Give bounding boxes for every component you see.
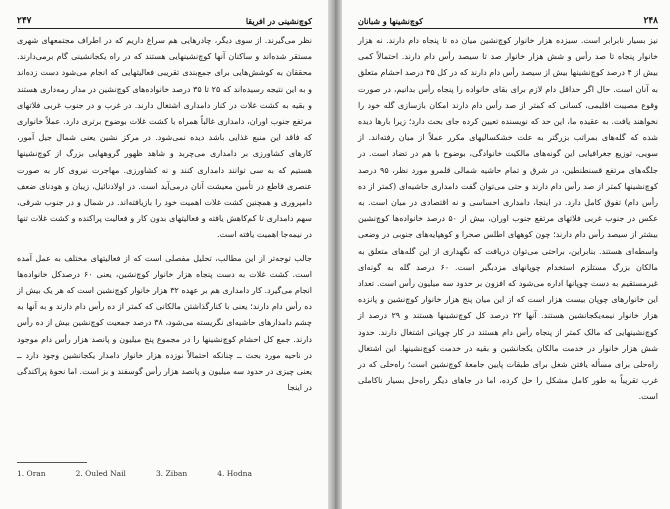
page-number: ۲۴۸ — [643, 16, 658, 26]
footnote-rule — [17, 462, 87, 463]
body-text — [17, 33, 312, 396]
paragraph: نظر می‌گیرند. از سوی دیگر، چادرهایی هم سراغ داریم که در اطراف مجتمعهای شهری مستقر شده‌اند و ساکنان آنها کوچ‌نشینهایی هستند که در راه یکجانشینی گام برمی‌دارند. محققان به کوشش‌هایی برای جمع‌بندی تقریبی فعالیتهایی که انجام می‌شود دست زده‌اند و به این نتیجه رسیده‌اند که ۲۵ تا ۳۵ درصد خانواده‌های کوچ‌نشین در مدار رمه‌داری هستند و بقیه به کشت غلات در کنار دامداری اشتغال دارند. در غرب و در جنوب غربی فلاتهای مرتفع جنوب اوران، دامداری غالباً همراه با کشت غلات بوضوح برتری دارد. عملاً خانواری که فاقد این منبع غذایی باشد دیده نمی‌شود. در مرکز نشین یعنی شمال جیل آمور، کارهای کشاورزی بر دامداری می‌چربد و شاهد ظهور گروههایی بزرگ از کوچ‌نشینها هستیم که به سی توانند دامداری کنند و نه کشاورزی. مهاجرت نیروی کار به صورت عنصری قاطع در تأمین معیشت آنان درمی‌آید است. در اولادنائیل، زیبان و هودنای ضعف دامپروری و همچنین کشت غلات اهمیت خود را بازیافته‌اند. در شمال و در جنوب شرقی، سهم دامداری تا کم‌کاهش یافته و فعالیتهای بدون کار و فعالیت پراکنده و کشت غلات تنها در نیمه‌جا اهمیت یافته است. — [17, 36, 312, 240]
footnotes — [17, 462, 312, 478]
footnote: 2. Ouled Nail — [75, 469, 126, 478]
paragraph: نیز بسیار نابرابر است. سیزده هزار خانوار کوچ‌نشین میان ده تا پنجاه دام دارند. نه هزار خانوار پنجاه تا صد رأس و شش هزار خانوار صد تا سیصد رأس دام دارند. احتمالاً کمی بیش از ۴ درصد کوچ‌نشینها بیش از سیصد رأس دام دارند که در کل ۴۵ درصد احشام متعلق به آنان است. حال اگر حداقل دام لازم برای بقای خانواده را پنجاه رأس بدانیم، در صورت وقوع مصیبت اقلیمی، کسانی که کمتر از صد رأس دام دارند امکان بازسازی گله خود را نخواهند یافت. به عقیده ما، این حد که نویسنده تعیین کرده جای بحث دارد؛ زیرا بارها دیده شده که گله‌های بمراتب بزرگتر به علت خشکسالیهای مکرر عملاً از میان رفته‌اند. از سویی، توزیع جغرافیایی این گونه‌های مالکیت خانوادگی، بوضوح با هم در تضاد است. در جلگه‌های مرتفع قسنطنطین، در شرق و تمام حاشیه شمالی قلمرو مورد نظر، ۹۵ درصد کوچ‌نشینها کمتر از صد رأس دام دارند و حتی می‌توان گفت دامداری حاشیه‌ای (کمتر از ده رأس دام) تفوق کامل دارد. در اینجا، دامداری احساسی و نه اقتصادی در میان است. به عکس در جنوب غربی فلاتهای مرتفع جنوب اوران، بیش از ۵۰ درصد خانواده‌ها کوچ‌نشین بیشتر از سیصد رأس دام دارند؛ چون کوههای اطلس صحرا و کوهپایه‌های جنوبی در وضعی واسطه‌ای هستند. بنابراین، براحتی می‌توان دریافت که نگهداری از این گله‌های متعلق به مالکان بزرگ مستلزم استخدام چوپانهای مزدبگیر است. ۶۰ درصد گله به گونه‌ای غیرمستقیم به دست چوپانها اداره می‌شود که افزون بر حدود سه میلیون رأس است. تعداد این خانوارهای چوپان بیست هزار است که از این میان پنج هزار خانوار کوچ‌نشین و پانزده هزار خانوار نیمه‌یکجانشین هستند. آنها ۲۲ درصد کل کوچ‌نشینها هستند و ۲۹ درصد از کوچ‌نشینهایی که مالک کمتر از پنجاه رأس دام هستند در کار چوپانی اشتغال دارند. حدود شش هزار خانوار در خدمت مالکان یکجانشین و بقیه در خدمت کوچ‌نشینها. این اشتغال راه‌حلی برای مسأله یافتن شغل برای طبقات پایین جامعهٔ کوچ‌نشین است؛ راه‌حلی که در غرب تقریباً به طور کامل مشکل را حل کرده، اما در جاهای دیگر راه‌حل بسیار ناکاملی است. — [358, 36, 659, 402]
page-number: ۲۴۷ — [17, 16, 32, 26]
right-page — [342, 0, 670, 509]
paragraph: جالب توجه‌تر از این مطالب، تحلیل مفصلی است که از فعالیتهای مختلف به عمل آمده است. کشت غلات به دست پنجاه هزار خانوار کوچ‌نشین، یعنی ۶۰ درصدکل خانواده‌ها انجام می‌گیرد. کار دامداری هم بر عهده ۳۲ هزار خانوار کوچ‌نشین است که هر یک بیش از ده رأس دام دارند؛ یعنی با کنارگذاشتن مالکانی که کمتر از ده رأس دام دارند و به آنها به چشم دامدارهای حاشیه‌ای نگریسته می‌شود، ۳۸ درصد جمعیت کوچ‌نشین بیش از ده رأس دارند. جمع کل احشام کوچ‌نشینها را در مجموع پنج میلیون و پانصد هزار رأس دام موجود در ناحیه مورد بحث ــ چنانکه احتمالاً نوزده هزار خانوار دامدار یکجانشین وجود دارد ــ یعنی چیزی در حدود سه میلیون و پانصد هزار رأس گوسفند و بز است. اما نحوهٔ پراکندگی در اینجا — [17, 253, 313, 393]
footnote: 3. Ziban — [155, 469, 188, 478]
body-text — [358, 33, 658, 406]
footnote: 1. Oran — [17, 469, 46, 478]
right-page-header — [358, 16, 658, 29]
running-title: کوچ‌نشینی در افریقا — [245, 16, 312, 26]
running-title: کوچ‌نشینها و شبانان — [358, 16, 423, 26]
left-page — [0, 0, 328, 509]
left-page-header — [17, 16, 312, 29]
footnote: 4. Hodna — [217, 469, 252, 478]
book-spine — [328, 0, 342, 509]
